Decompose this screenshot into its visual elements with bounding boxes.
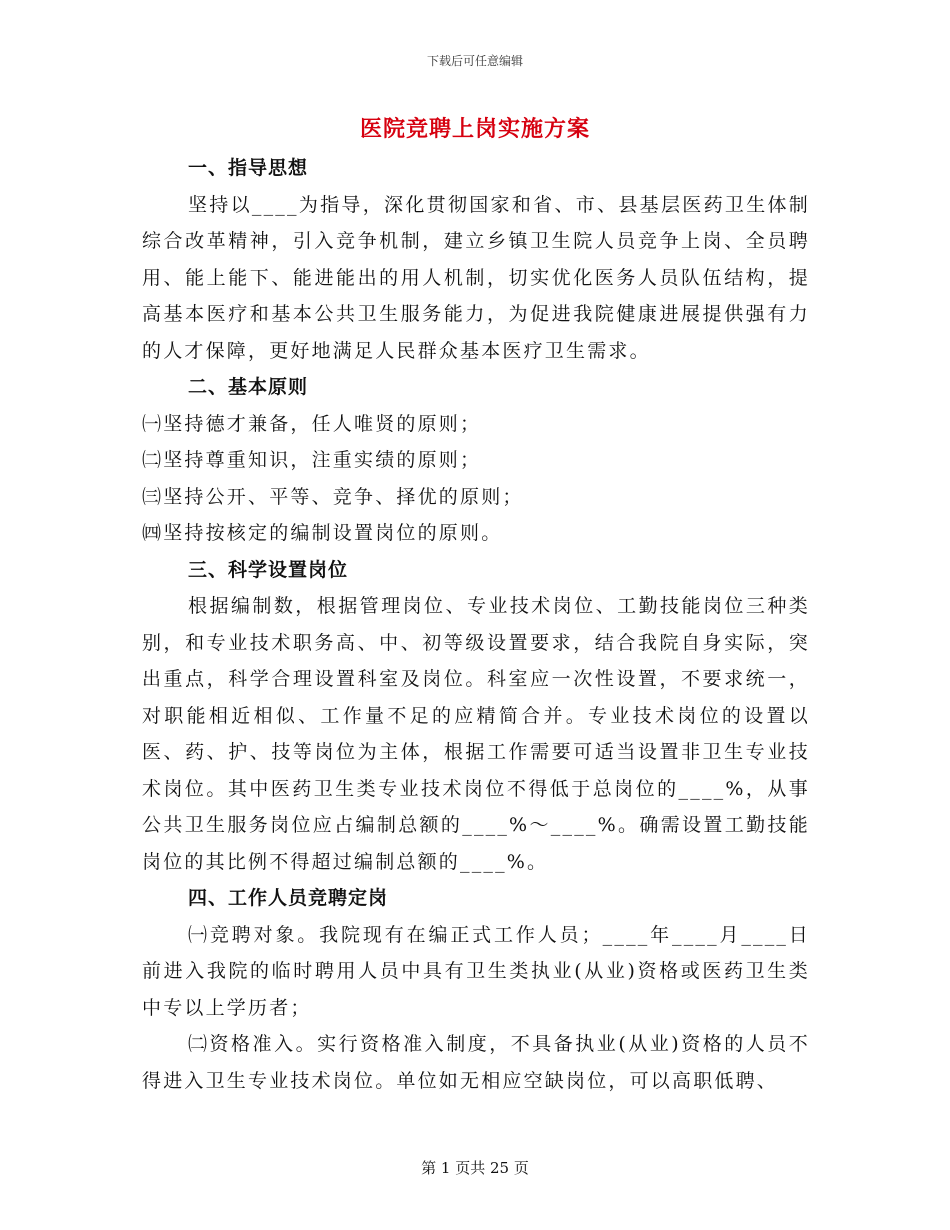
paragraph-qualification-access: ㈡资格准入。实行资格准入制度，不具备执业(从业)资格的人员不得进入卫生专业技术岗位。单位如无相应空缺岗位，可以高职低聘、 bbox=[142, 1033, 810, 1092]
page-footer: 第 1 页共 25 页 bbox=[421, 1159, 529, 1177]
paragraph-post-setting: 根据编制数，根据管理岗位、专业技术岗位、工勤技能岗位三种类别，和专业技术职务高、中、初等级设置要求，结合我院自身实际，突出重点，科学合理设置科室及岗位。科室应一次性设置，不要求统一，对职能相近相似、工作量不足的应精简合并。专业技术岗位的设置以医、药、护、技等岗位为主体，根据工作需要可适当设置非卫生专业技术岗位。其中医药卫生类专业技术岗位不得低于总岗位的____%，从事公共卫生服务岗位应占编制总额的____%～____%。确需设置工勤技能岗位的其比例不得超过编制总额的____%。 bbox=[142, 595, 810, 873]
page-header: 下载后可任意编辑 bbox=[426, 54, 523, 68]
principle-item-4: ㈣坚持按核定的编制设置岗位的原则。 bbox=[142, 522, 503, 544]
principle-item-1: ㈠坚持德才兼备，任人唯贤的原则； bbox=[142, 412, 482, 435]
section-heading-staff-competition: 四、工作人员竞聘定岗 bbox=[188, 887, 389, 909]
paragraph-guiding-ideology: 坚持以____为指导，深化贯彻国家和省、市、县基层医药卫生体制综合改革精神，引入竞争机制，建立乡镇卫生院人员竞争上岗、全员聘用、能上能下、能进能出的用人机制，切实优化医务人员队伍结构，提高基本医疗和基本公共卫生服务能力，为促进我院健康进展提供强有力的人才保障，更好地满足人民群众基本医疗卫生需求。 bbox=[142, 193, 810, 362]
principle-item-2: ㈡坚持尊重知识，注重实绩的原则； bbox=[142, 449, 482, 471]
section-heading-guiding-ideology: 一、指导思想 bbox=[188, 157, 309, 179]
section-heading-post-setting: 三、科学设置岗位 bbox=[188, 558, 349, 581]
document-body bbox=[142, 150, 810, 1099]
section-heading-basic-principles: 二、基本原则 bbox=[188, 376, 309, 398]
document-title: 医院竞聘上岗实施方案 bbox=[359, 116, 590, 142]
paragraph-competition-targets: ㈠竞聘对象。我院现有在编正式工作人员；____年____月____日前进入我院的临时聘用人员中具有卫生类执业(从业)资格或医药卫生类中专以上学历者； bbox=[142, 923, 810, 1019]
principle-item-3: ㈢坚持公开、平等、竞争、择优的原则； bbox=[142, 485, 524, 508]
